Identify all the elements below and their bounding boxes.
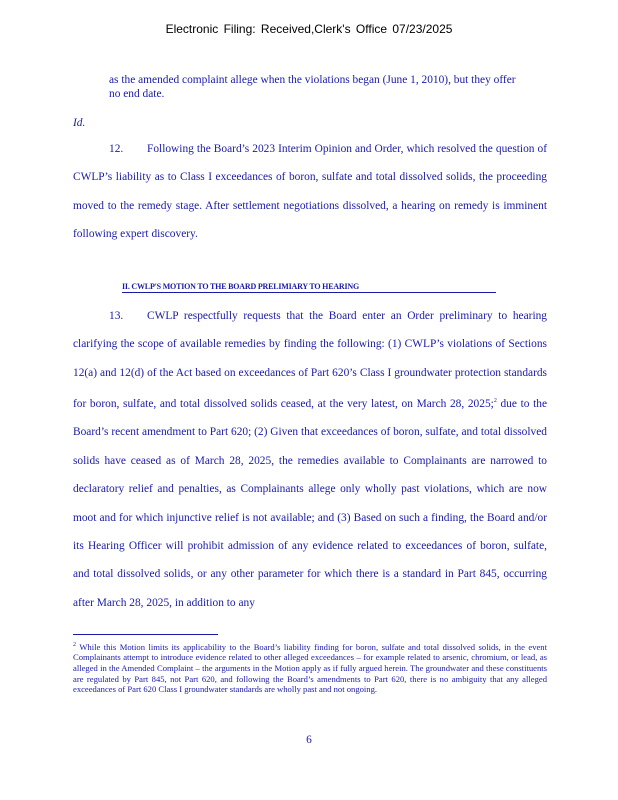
paragraph-text: Following the Board’s 2023 Interim Opinion and Order, which resolved the question of CWLP’s liability as to Class I exceedances of boron, sulfate and total dissolved solids, the proceeding moved to the remedy stage. After settlement negotiations dissolved, a hearing on remedy is imminent following expert discovery.: [73, 143, 547, 241]
footnote: [73, 640, 547, 695]
footnote-divider: [73, 634, 218, 635]
block-quote: as the amended complaint allege when the violations began (June 1, 2010), but they offer no end date.: [109, 74, 516, 100]
paragraph-number: 12.: [109, 143, 124, 155]
page-number: 6: [306, 734, 312, 746]
paragraph-13: [73, 302, 547, 617]
paragraph-text-part2: due to the Board’s recent amendment to Part 620; (2) Given that exceedances of boron, sulfate, and total dissolved solids have ceased as of March 28, 2025, the remedies available to Complainants are narrowed to declaratory relief and penalties, as Complainants allege only wholly past violations, which are now moot and for which injunctive relief is not available; and (3) Based on such a finding, the Board and/or its Hearing Officer will prohibit admission of any evidence related to exceedances of boron, sulfate, and total dissolved solids, or any other parameter for which there is a standard in Part 845, occurring after March 28, 2025, in addition to any: [73, 398, 547, 609]
footnote-marker: 2: [73, 642, 76, 648]
citation-id: Id.: [73, 117, 86, 129]
paragraph-number: 13.: [109, 310, 124, 322]
paragraph-12: [73, 135, 547, 249]
filing-stamp-header: Electronic Filing: Received,Clerk's Office 07/23/2025: [165, 22, 453, 36]
section-heading: II. CWLP'S MOTION TO THE BOARD PRELIMIARY TO HEARING: [122, 282, 496, 293]
paragraph-text-part1: CWLP respectfully requests that the Board enter an Order preliminary to hearing clarifying the scope of available remedies by finding the following: (1) CWLP’s violations of Sections 12(a) and 12(d) of the Act based on exceedances of Part 620’s Class I groundwater protection standards for boron, sulfate, and total dissolved solids ceased, at the very latest, on March 28, 2025;: [73, 310, 547, 411]
footnote-text: While this Motion limits its applicability to the Board’s liability finding for boron, sulfate and total dissolved solids, in the event Complainants attempt to introduce evidence related to other alleged exceedances – for example related to arsenic, chromium, or lead, as alleged in the Amended Complaint – the arguments in the Motion apply as if fully argued herein. The groundwater and these constituents are regulated by Part 845, not Part 620, and following the Board’s amendments to Part 620, there is no ambiguity that any alleged exceedances of Part 620 Class I groundwater standards are wholly past and not ongoing.: [73, 641, 547, 695]
footnote-reference[interactable]: 2: [493, 398, 497, 405]
